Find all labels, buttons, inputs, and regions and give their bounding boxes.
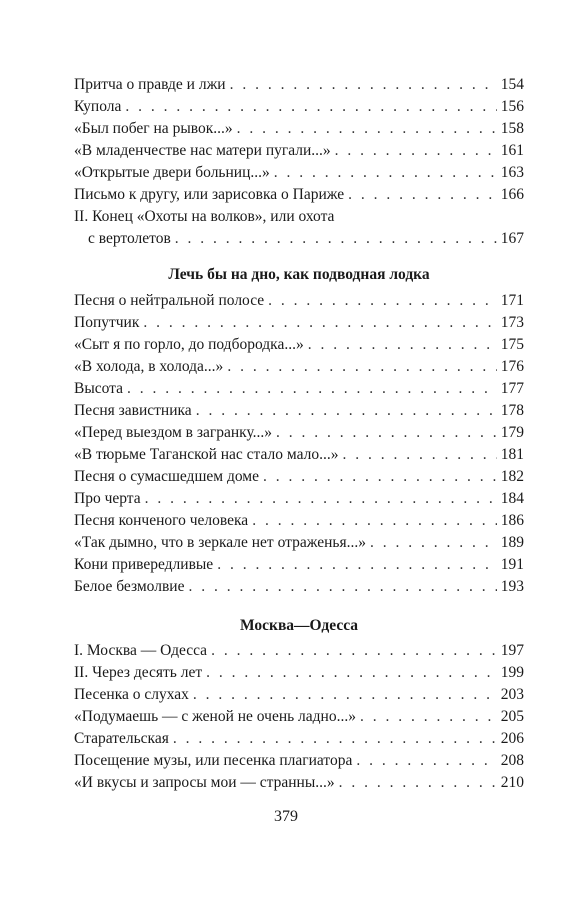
toc-entry [74,162,524,184]
toc-entry-page: 208 [500,752,524,769]
toc-entry-page: 171 [500,292,524,309]
toc-entry [74,140,524,162]
toc-leader-dots [230,74,497,96]
toc-leader-dots [196,400,497,422]
toc-section-3 [74,640,524,794]
toc-entry [74,334,524,356]
toc-entry-title: «В холода, в холода...» [74,358,224,375]
toc-entry [74,640,524,662]
toc-entry-page: 163 [500,164,524,181]
toc-entry-page: 158 [500,120,524,137]
toc-entry-title: Кони привередливые [74,556,214,573]
toc-entry-title: «Открытые двери больниц...» [74,164,270,181]
toc-entry-page: 182 [500,468,524,485]
toc-leader-dots [263,466,497,488]
toc-entry [74,728,524,750]
toc-entry [74,466,524,488]
toc-entry-title: «Сыт я по горло, до подбородка...» [74,336,304,353]
toc-entry-line2 [74,228,524,250]
toc-entry-title-line2: с вертолетов [88,230,171,247]
toc-entry-title: Белое безмолвие [74,578,185,595]
toc-entry-title: Песня конченого человека [74,512,249,529]
toc-entry-title: Посещение музы, или песенка плагиатора [74,752,353,769]
toc-leader-dots [217,554,497,576]
toc-leader-dots [308,334,497,356]
toc-entry-title: II. Через десять лет [74,664,203,681]
toc-entry-page: 156 [500,98,524,115]
toc-leader-dots [335,140,497,162]
toc-entry-title: «Был побег на рывок...» [74,120,233,137]
toc-entry-page: 206 [500,730,524,747]
toc-entry-page: 203 [500,686,524,703]
toc-leader-dots [356,750,496,772]
toc-entry-title: Попутчик [74,314,140,331]
toc-leader-dots [125,96,496,118]
toc-leader-dots [143,312,496,334]
toc-entry [74,96,524,118]
section-heading: Лечь бы на дно, как подводная лодка [168,266,430,283]
toc-entry-page: 177 [500,380,524,397]
toc-entry-page: 186 [500,512,524,529]
toc-entry [74,554,524,576]
toc-leader-dots [193,684,497,706]
toc-leader-dots [188,576,496,598]
toc-entry-title: Песня о сумасшедшем доме [74,468,259,485]
toc-entry-page: 175 [500,336,524,353]
toc-entry [74,706,524,728]
toc-leader-dots [276,422,497,444]
toc-leader-dots [342,444,496,466]
toc-entry [74,74,524,96]
toc-entry [74,118,524,140]
toc-entry [74,750,524,772]
toc-entry-title: «Перед выездом в загранку...» [74,424,273,441]
toc-leader-dots [175,228,497,250]
toc-entry-title: Высота [74,380,124,397]
toc-entry [74,488,524,510]
toc-entry [74,378,524,400]
toc-entry-title: «И вкусы и запросы мои — странны...» [74,774,335,791]
toc-entry [74,684,524,706]
toc-leader-dots [339,772,497,794]
toc-entry-page: 205 [500,708,524,725]
toc-entry-page: 173 [500,314,524,331]
toc-entry-page: 184 [500,490,524,507]
toc-entry [74,184,524,206]
toc-entry [74,312,524,334]
toc-entry-title: «В тюрьме Таганской нас стало мало...» [74,446,339,463]
page-number: 379 [274,808,298,825]
toc-entry [74,400,524,422]
toc-entry-title: Песня о нейтральной полосе [74,292,265,309]
toc-entry-title: Про черта [74,490,141,507]
toc-leader-dots [252,510,497,532]
toc-entry [74,662,524,684]
toc-entry-multiline [74,206,524,250]
toc-entry-title: Купола [74,98,122,115]
toc-entry [74,532,524,554]
toc-entry-title: «Так дымно, что в зеркале нет отраженья...» [74,534,366,551]
toc-entry-page: 176 [500,358,524,375]
toc-entry-title: «Подумаешь — с женой не очень ладно...» [74,708,356,725]
toc-entry [74,772,524,794]
toc-entry-page: 167 [500,230,524,247]
toc-leader-dots [370,532,497,554]
toc-entry-title: Песня завистника [74,402,192,419]
toc-entry [74,356,524,378]
toc-entry-title: Притча о правде и лжи [74,76,226,93]
toc-entry-title: Песенка о слухах [74,686,189,703]
toc-leader-dots [206,662,497,684]
toc-entry-title: I. Москва — Одесса [74,642,208,659]
toc-entry [74,422,524,444]
toc-entry-page: 191 [500,556,524,573]
toc-leader-dots [237,118,497,140]
toc-section-1 [74,74,524,250]
toc-leader-dots [348,184,497,206]
toc-leader-dots [145,488,497,510]
toc-leader-dots [173,728,497,750]
toc-entry-page: 197 [500,642,524,659]
toc-leader-dots [127,378,497,400]
toc-entry-page: 179 [500,424,524,441]
toc-entry-page: 210 [500,774,524,791]
toc-leader-dots [268,290,497,312]
toc-leader-dots [360,706,497,728]
toc-section-2 [74,290,524,598]
toc-entry-page: 193 [500,578,524,595]
section-heading: Москва—Одесса [239,617,359,634]
toc-entry-page: 161 [500,142,524,159]
toc-leader-dots [274,162,497,184]
toc-entry-title: Старательская [74,730,169,747]
toc-entry-title-line1: II. Конец «Охоты на волков», или охота [74,208,335,225]
toc-entry-page: 199 [500,664,524,681]
toc-entry-page: 166 [500,186,524,203]
toc-entry-title: Письмо к другу, или зарисовка о Париже [74,186,345,203]
toc-entry [74,290,524,312]
toc-entry-page: 181 [500,446,524,463]
toc-entry-page: 189 [500,534,524,551]
toc-entry [74,576,524,598]
toc-leader-dots [211,640,497,662]
toc-entry-page: 178 [500,402,524,419]
toc-leader-dots [227,356,496,378]
toc-entry [74,510,524,532]
toc-entry-page: 154 [500,76,524,93]
toc-entry-title: «В младенчестве нас матери пугали...» [74,142,331,159]
toc-entry [74,444,524,466]
